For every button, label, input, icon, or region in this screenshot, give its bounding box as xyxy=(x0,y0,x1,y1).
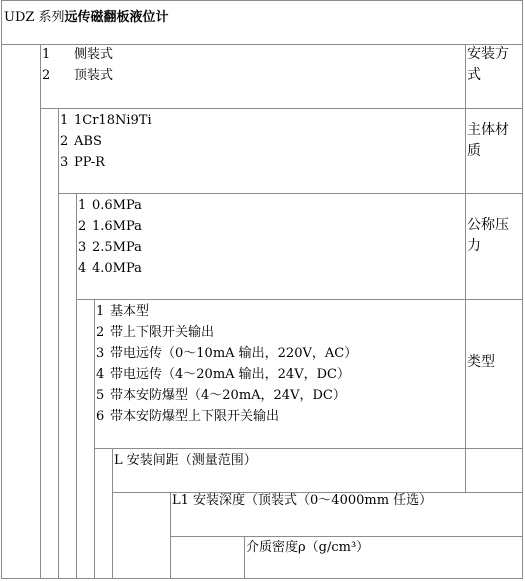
mounting-options xyxy=(42,44,113,86)
installation-spacing: L 安装间距（测量范围） xyxy=(114,453,257,468)
list-item xyxy=(96,322,357,343)
item-code: 1 xyxy=(42,47,51,62)
item-label: 1.6MPa xyxy=(92,219,142,234)
list-item xyxy=(78,195,142,216)
item-code: 3 xyxy=(60,155,69,170)
item-code: 3 xyxy=(96,346,105,361)
outer-left-border xyxy=(1,0,2,579)
column-line-3 xyxy=(76,193,77,579)
pressure-options xyxy=(78,195,142,279)
item-code: 4 xyxy=(96,367,105,382)
column-line-4 xyxy=(94,299,95,579)
item-label: 2.5MPa xyxy=(92,240,142,255)
list-item xyxy=(96,385,357,406)
list-item xyxy=(42,44,113,65)
list-item xyxy=(96,364,357,385)
column-line-5 xyxy=(112,448,113,579)
item-label: 带本安防爆型（4～20mA，24V，DC） xyxy=(110,388,346,403)
column-line-7 xyxy=(244,536,245,579)
item-label: 4.0MPa xyxy=(92,261,142,276)
item-label: 带上下限开关输出 xyxy=(110,325,215,340)
row-line-2 xyxy=(58,193,523,194)
material-heading: 主体材质 xyxy=(467,122,509,159)
item-code: 5 xyxy=(96,388,105,403)
list-item xyxy=(96,301,357,322)
item-code: 2 xyxy=(60,134,69,149)
side-column-line xyxy=(465,44,466,492)
list-item xyxy=(78,237,142,258)
list-item xyxy=(78,216,142,237)
row-line-3 xyxy=(76,299,523,300)
item-label: 侧装式 xyxy=(74,47,114,62)
item-label: ABS xyxy=(74,134,102,149)
item-code: 3 xyxy=(78,240,87,255)
item-code: 1 xyxy=(78,198,87,213)
type-options xyxy=(96,301,357,427)
mounting-heading: 安装方式 xyxy=(467,46,509,83)
type-heading: 类型 xyxy=(467,354,495,370)
medium-density: 介质密度ρ（g/cm³） xyxy=(246,540,370,555)
item-code: 6 xyxy=(96,409,105,424)
item-code: 2 xyxy=(78,219,87,234)
list-item xyxy=(96,343,357,364)
item-label: 基本型 xyxy=(110,304,150,319)
row-line-4 xyxy=(94,448,523,449)
item-label: 带本安防爆型上下限开关输出 xyxy=(110,409,280,424)
item-code: 1 xyxy=(96,304,105,319)
item-code: 1 xyxy=(60,113,69,128)
item-code: 2 xyxy=(96,325,105,340)
column-line-2 xyxy=(58,108,59,579)
material-options xyxy=(60,110,152,173)
item-code: 2 xyxy=(42,68,51,83)
item-label: 顶装式 xyxy=(74,68,114,83)
page-title xyxy=(4,6,169,25)
item-label: 带电远传（4～20mA 输出，24V，DC） xyxy=(110,367,350,382)
list-item xyxy=(60,110,152,131)
installation-depth: L1 安装深度（顶装式（0～4000mm 任选） xyxy=(172,493,433,508)
list-item xyxy=(60,131,152,152)
item-label: PP-R xyxy=(74,155,105,170)
item-label: 带电远传（0～10mA 输出，220V，AC） xyxy=(110,346,358,361)
title-name: 远传磁翻板液位计 xyxy=(64,10,169,25)
outer-top-border xyxy=(1,0,523,1)
list-item xyxy=(42,65,113,86)
list-item xyxy=(78,258,142,279)
item-label: 0.6MPa xyxy=(92,198,142,213)
list-item xyxy=(96,406,357,427)
list-item xyxy=(60,152,152,173)
column-line-1 xyxy=(40,44,41,579)
item-code: 4 xyxy=(78,261,87,276)
title-prefix: UDZ 系列 xyxy=(4,10,65,25)
row-line-1 xyxy=(40,108,523,109)
pressure-heading: 公称压力 xyxy=(467,217,509,254)
item-label: 1Cr18Ni9Ti xyxy=(74,113,152,128)
outer-bottom-border xyxy=(1,578,523,579)
